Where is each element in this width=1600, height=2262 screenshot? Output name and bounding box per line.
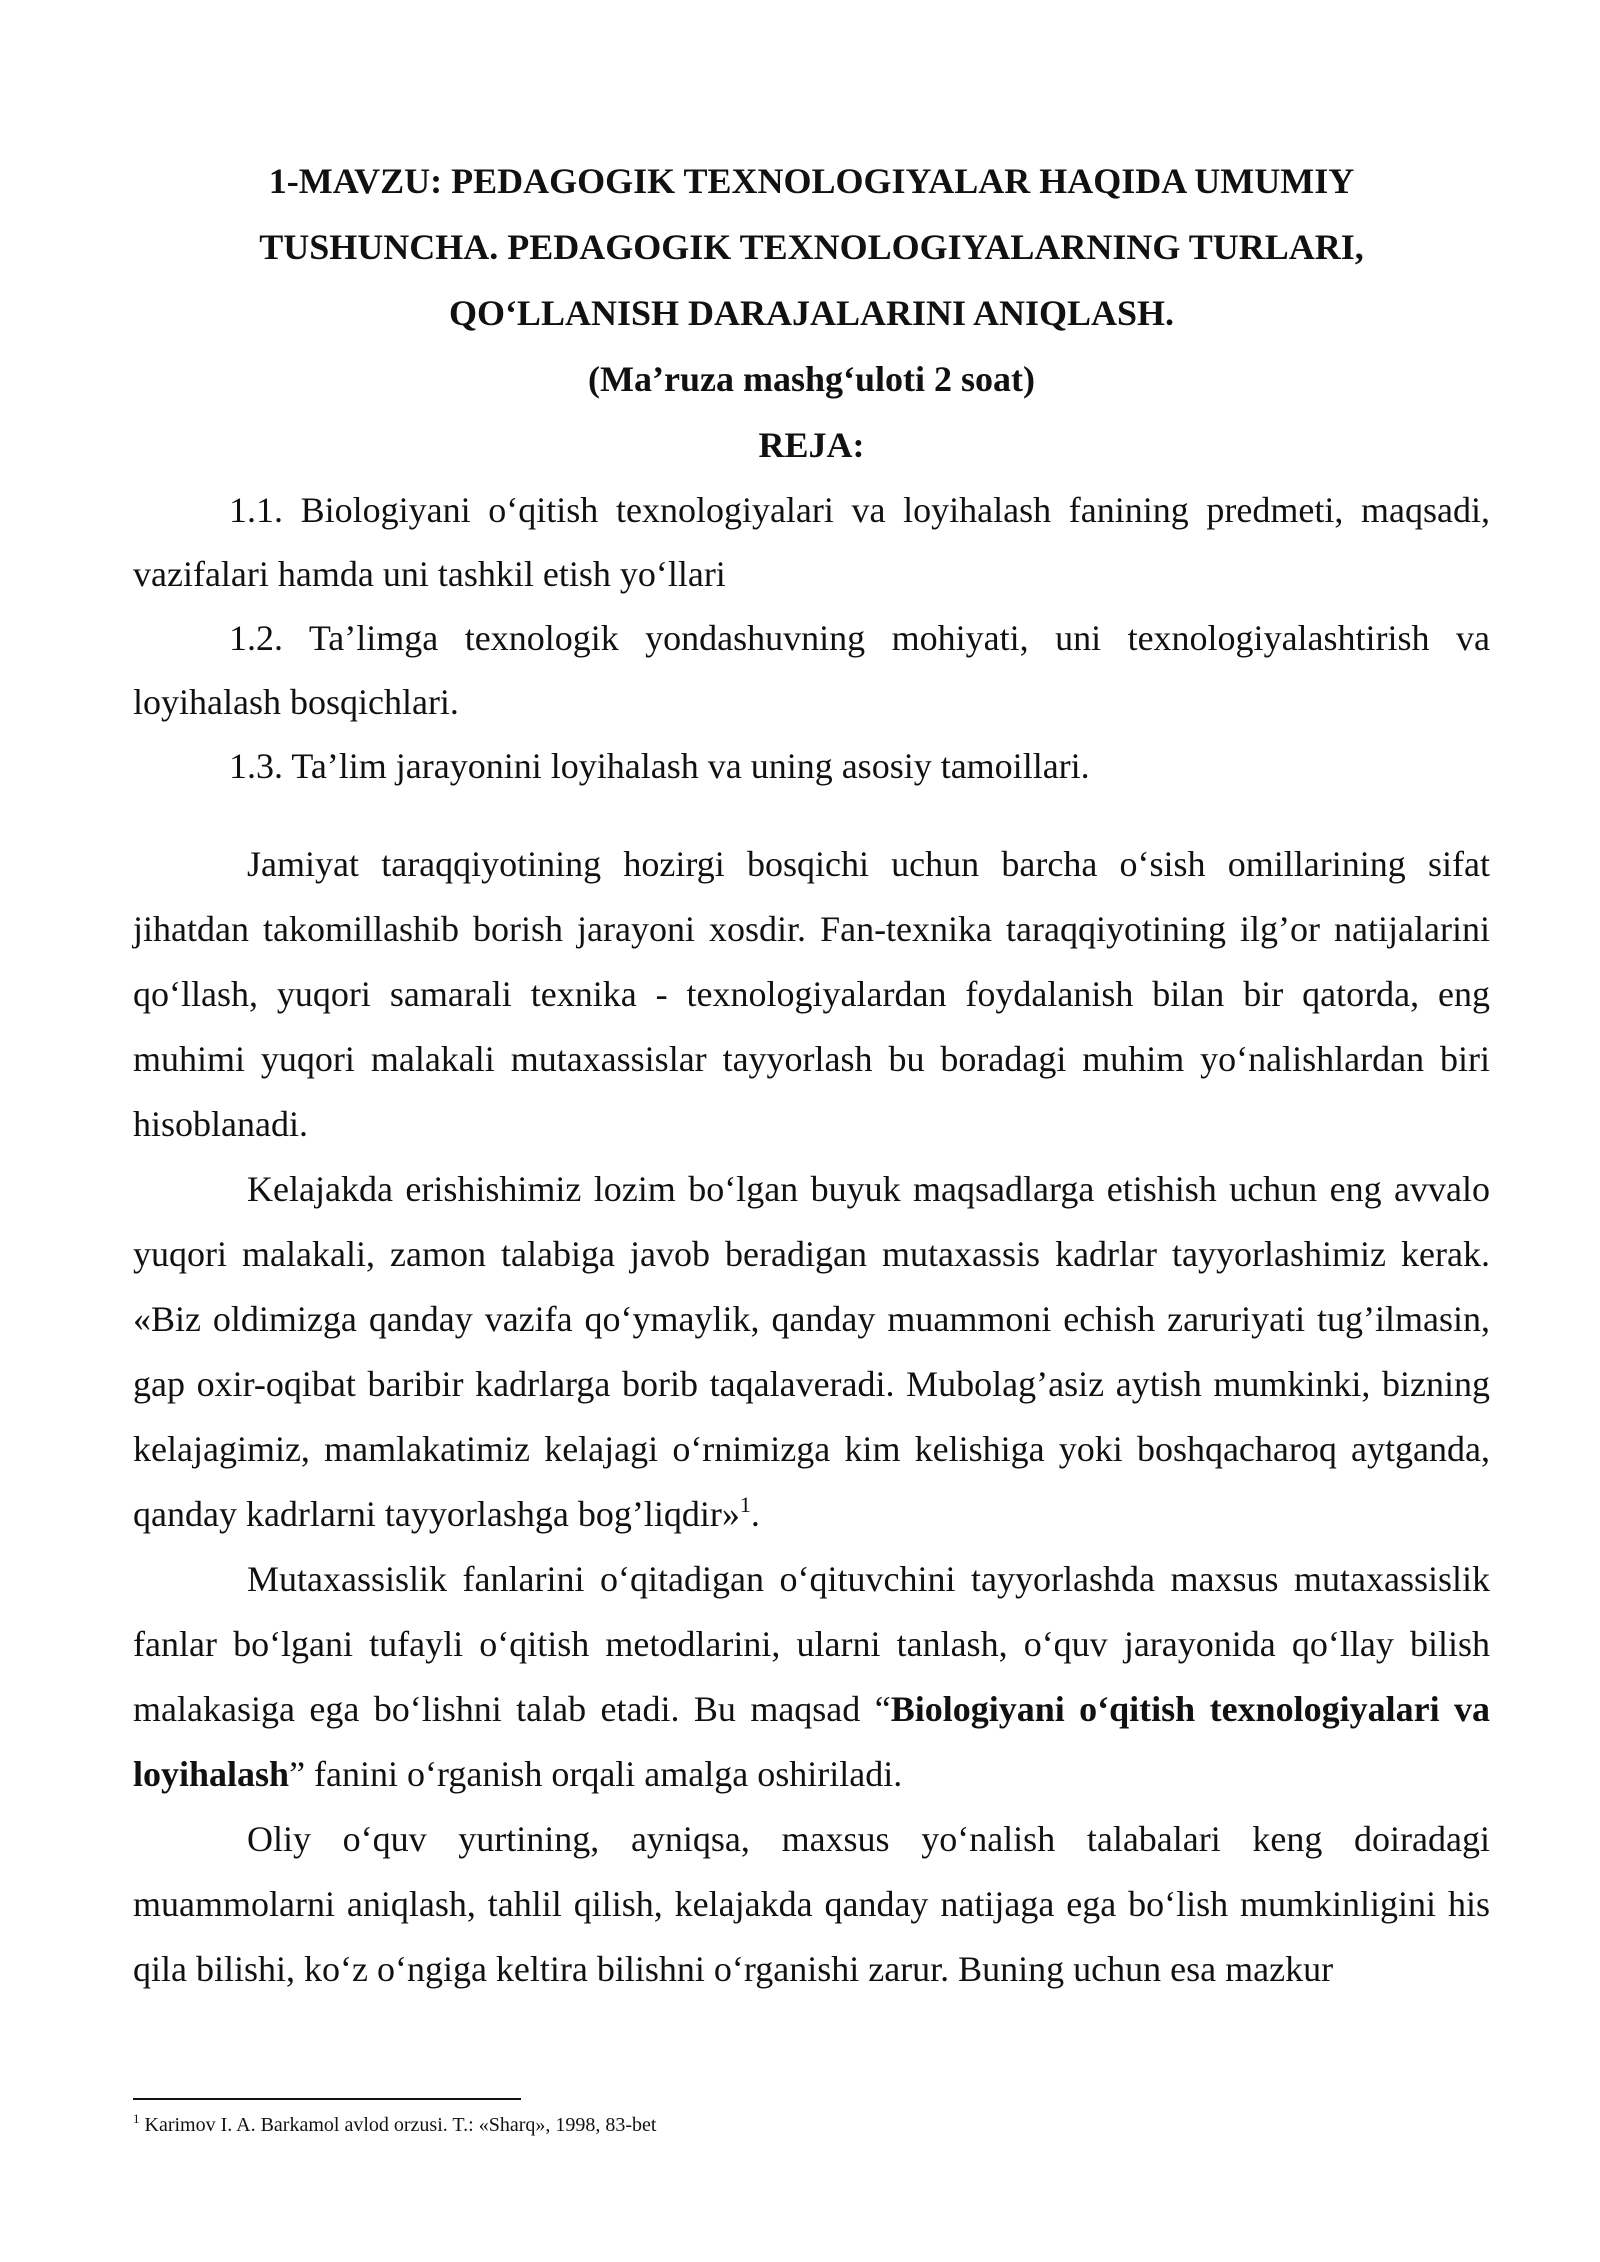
paragraph-4: Oliy o‘quv yurtining, ayniqsa, maxsus yo‘nalish talabalari keng doiradagi muammolarni aniqlash, tahlil qilish, kelajakda qanday natijaga ega bo‘lish mumkinligini his qila bilishi, ko‘z o‘ngiga keltira bilishni o‘rganishi zarur. Buning uchun esa mazkur (133, 1819, 1490, 1989)
lecture-hours-subtitle: (Ma’ruza mashg‘uloti 2 soat) (588, 359, 1035, 399)
title-line-2: TUSHUNCHA. PEDAGOGIK TEXNOLOGIYALARNING TURLARI, (259, 227, 1364, 267)
paragraph-2 (133, 1157, 1490, 1547)
paragraph-3-end: ” fanini o‘rganish orqali amalga oshiriladi. (289, 1754, 903, 1794)
topic-title (133, 148, 1490, 478)
plan-item-3: 1.3. Ta’lim jarayonini loyihalash va uning asosiy tamoillari. (229, 746, 1090, 786)
paragraph-1: Jamiyat taraqqiyotining hozirgi bosqichi uchun barcha o‘sish omillarining sifat jihatdan takomillashib borish jarayoni xosdir. Fan-texnika taraqqiyotining ilg’or natijalarini qo‘llash, yuqori samarali texnika - texnologiyalardan foydalanish bilan bir qatorda, eng muhimi yuqori malakali mutaxassislar tayyorlash bu boradagi muhim yo‘nalishlardan biri hisoblanadi. (133, 844, 1490, 1144)
plan-item-2: 1.2. Ta’limga texnologik yondashuvning mohiyati, uni texnologiyalashtirish va loyihalash bosqichlari. (133, 618, 1490, 722)
title-line-3: QO‘LLANISH DARAJALARINI ANIQLASH. (448, 293, 1175, 333)
plan-list (133, 478, 1490, 798)
paragraph-2-end: . (750, 1494, 760, 1534)
footnote-text: Karimov I. A. Barkamol avlod orzusi. T.: «Sharq», 1998, 83-bet (139, 2114, 657, 2136)
body-text (133, 832, 1490, 2002)
page-content (133, 148, 1490, 2002)
footnote-number: 1 (133, 2111, 140, 2126)
plan-heading: REJA: (758, 425, 865, 465)
paragraph-3-start: Mutaxassislik fanlarini o‘qitadigan o‘qituvchini tayyorlashda maxsus mutaxassislik fanlar bo‘lgani tufayli o‘qitish metodlarini, ularni tanlash, o‘quv jarayonida qo‘llay bilish malakasiga ega bo‘lishni talab etadi. Bu maqsad “ (133, 1559, 1490, 1729)
footnote (133, 2112, 1490, 2138)
paragraph-2-text: Kelajakda erishishimiz lozim bo‘lgan buyuk maqsadlarga etishish uchun eng avvalo yuqori malakali, zamon talabiga javob beradigan mutaxassis kadrlar tayyorlashimiz kerak. «Biz oldimizga qanday vazifa qo‘ymaylik, qanday muammoni echish zaruriyati tug’ilmasin, gap oxir-oqibat baribir kadrlarga borib taqalaveradi. Mubolag’asiz aytish mumkinki, bizning kelajagimiz, mamlakatimiz kelajagi o‘rnimizga kim kelishiga yoki boshqacharoq aytganda, qanday kadrlarni tayyorlashga bog’liqdir» (133, 1169, 1490, 1534)
course-name-bold: Biologiyani o‘qitish texnologiyalari va loyihalash (133, 1689, 1490, 1794)
footnote-reference[interactable]: 1 (739, 1492, 751, 1517)
footnote-separator (133, 2098, 521, 2100)
paragraph-3 (133, 1547, 1490, 1807)
title-line-1: 1-MAVZU: PEDAGOGIK TEXNOLOGIYALAR HAQIDA UMUMIY (268, 161, 1355, 201)
plan-item-1: 1.1. Biologiyani o‘qitish texnologiyalari va loyihalash fanining predmeti, maqsadi, vazifalari hamda uni tashkil etish yo‘llari (133, 490, 1490, 594)
